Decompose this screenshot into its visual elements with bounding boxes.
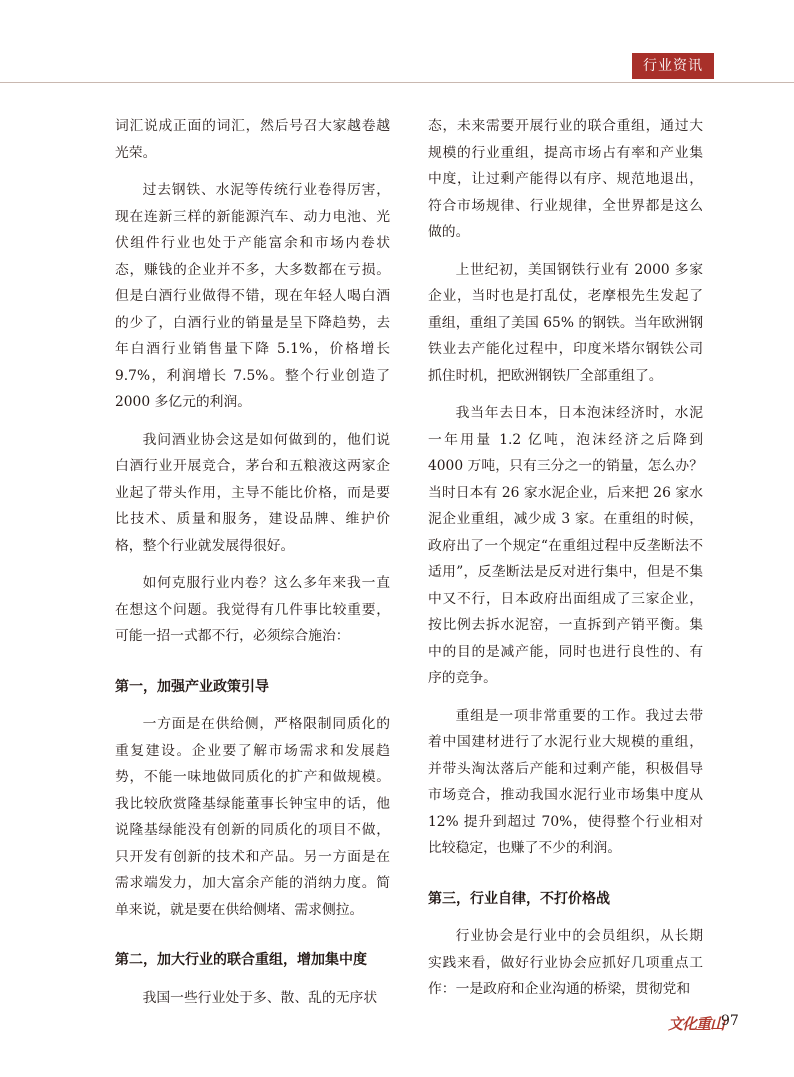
left-column: [115, 113, 390, 1011]
right-column: [428, 113, 703, 1003]
paragraph: 上世纪初，美国钢铁行业有 2000 多家企业，当时也是打乱仗，老摩根先生发起了重组，重组了美国 65% 的钢铁。当年欧洲钢铁业去产能化过程中，印度米塔尔钢铁公司抓住时机，把欧洲钢铁厂全部重组了。: [428, 261, 703, 384]
paragraph: 词汇说成正面的词汇，然后号召大家越卷越光荣。: [115, 118, 390, 161]
page-number: 97: [721, 1013, 739, 1029]
paragraph: 如何克服行业内卷？这么多年来我一直在想这个问题。我觉得有几件事比较重要，可能一招一式都不行，必须综合施治：: [115, 575, 390, 644]
paragraph: 行业协会是行业中的会员组织，从长期实践来看，做好行业协会应抓好几项重点工作：一是政府和企业沟通的桥梁，贯彻党和: [428, 928, 703, 997]
section-heading: 第三，行业自律，不打价格战: [428, 890, 610, 907]
magazine-logo: 文化重山: [668, 1015, 725, 1033]
paragraph: 过去钢铁、水泥等传统行业卷得厉害，现在连新三样的新能源汽车、动力电池、光伏组件行业也处于产能富余和市场内卷状态，赚钱的企业并不多，大多数都在亏损。但是白酒行业做得不错，现在年轻人喝白酒的少了，白酒行业的销量是呈下降趋势，去年白酒行业销售量下降 5.1%，价格增长 9.7%，利润增长 7.5%。整个行业创造了 2000 多亿元的利润。: [115, 182, 390, 410]
section-tag: 行业资讯: [632, 53, 714, 79]
paragraph: 我国一些行业处于多、散、乱的无序状: [142, 989, 378, 1006]
paragraph: 我当年去日本，日本泡沫经济时，水泥一年用量 1.2 亿吨，泡沫经济之后降到 4000 万吨，只有三分之一的销量，怎么办？当时日本有 26 家水泥企业，后来把 26 家水泥企业重组，减少成 3 家。在重组的时候，政府出了一个规定“在重组过程中反垄断法不适用”，反垄断法是反对进行集中，但是不集中又不行，日本政府出面组成了三家企业，按比例去拆水泥窑，一直拆到产销平衡。集中的目的是减产能，同时也进行良性的、有序的竞争。: [428, 405, 703, 686]
paragraph: 我问酒业协会这是如何做到的，他们说白酒行业开展竞合，茅台和五粮液这两家企业起了带头作用，主导不能比价格，而是要比技术、质量和服务，建设品牌、维护价格，整个行业就发展得很好。: [115, 431, 390, 554]
section-heading: 第二，加大行业的联合重组，增加集中度: [115, 952, 367, 968]
header-rule: [0, 82, 794, 83]
paragraph: 一方面是在供给侧，严格限制同质化的重复建设。企业要了解市场需求和发展趋势，不能一味地做同质化的扩产和做规模。我比较欣赏隆基绿能董事长钟宝申的话，他说隆基绿能没有创新的同质化的项目不做，只开发有创新的技术和产品。另一方面是在需求端发力，加大富余产能的消纳力度。简单来说，就是要在供给侧堵、需求侧拉。: [115, 716, 390, 918]
paragraph: 态，未来需要开展行业的联合重组，通过大规模的行业重组，提高市场占有率和产业集中度，让过剩产能得以有序、规范地退出，符合市场规律、行业规律，全世界都是这么做的。: [428, 118, 703, 240]
section-heading: 第一，加强产业政策引导: [115, 678, 269, 695]
paragraph: 重组是一项非常重要的工作。我过去带着中国建材进行了水泥行业大规模的重组，并带头淘汰落后产能和过剩产能，积极倡导市场竞合，推动我国水泥行业市场集中度从 12% 提升到超过 70%，使得整个行业相对比较稳定，也赚了不少的利润。: [428, 707, 703, 856]
